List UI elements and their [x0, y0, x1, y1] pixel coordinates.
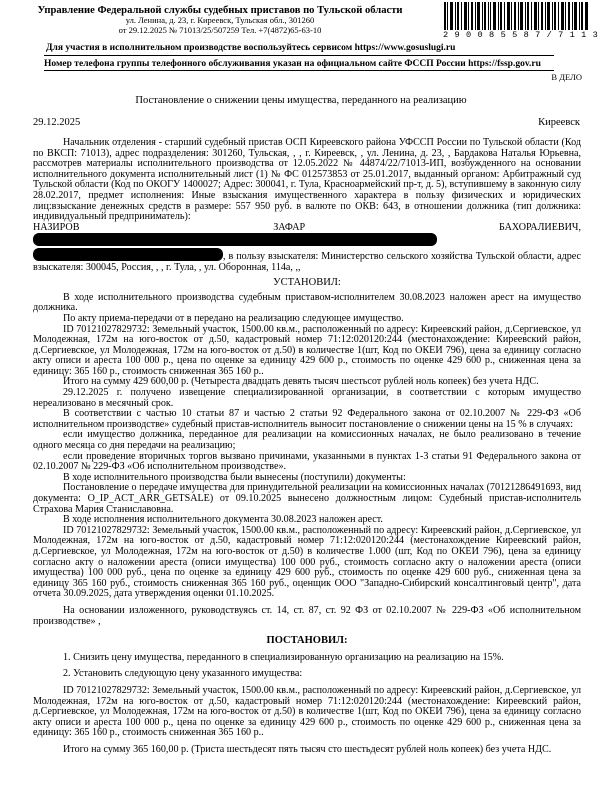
document-title: Постановление о снижении цены имущества, переданного на реализацию — [135, 95, 467, 106]
body-paragraph: В ходе исполнительного производства судебным приставом-исполнителем 30.08.2023 наложен арест на имущество должника. — [33, 291, 581, 314]
claimant-text: , в пользу взыскателя: Министерство сельского хозяйства Тульской области, адрес взыскателя: 300045, Россия, , , г. Тула, , ул. Оборонная, 114а, ,, — [33, 250, 581, 273]
resolution-item-1: 1. Снизить цену имущества, переданного в специализированную организацию на реализацию на 15%. — [63, 651, 504, 663]
resolution-item-2: 2. Установить следующую цену указанного имущества: — [63, 668, 303, 680]
gosuslugi-notice: Для участия в исполнительном производстве воспользуйтесь сервисом https://www.gosuslugi.ru — [46, 43, 456, 53]
redaction-bar — [33, 248, 223, 261]
body-paragraph: Итого на сумму 429 600,00 р. (Четыреста двадцать девять тысяч шестьсот рублей ноль копеек) без учета НДС. — [63, 376, 539, 388]
intro-paragraph — [33, 138, 581, 223]
issuer-address — [0, 16, 440, 35]
body-paragraph: В ходе исполнительного производства были вынесены (поступили) документы: — [63, 471, 406, 483]
debtor-line — [33, 223, 581, 248]
document-city: Киреевск — [538, 117, 580, 128]
body-paragraph: По акту приема-передачи от в передано на реализацию следующее имущество. — [63, 312, 404, 324]
divider — [44, 55, 554, 56]
debtor-name: НАЗИРОВ ЗАФАР БАХОРАЛИЕВИЧ, — [33, 221, 581, 233]
document-body — [33, 138, 581, 755]
body-paragraph: В ходе исполнения исполнительного документа 30.08.2023 наложен арест. — [63, 514, 383, 526]
barcode-image — [444, 2, 588, 30]
issuer-name: Управление Федеральной службы судебных приставов по Тульской области — [37, 5, 403, 16]
body-paragraph: В соответствии с частью 10 статьи 87 и частью 2 статьи 92 Федерального закона от 02.10.2007 № 229-ФЗ «Об исполнительном производстве» судебный пристав-исполнитель выносит постановление о снижении цены на 15 % в случаях: — [33, 408, 581, 430]
claimant-paragraph — [33, 248, 581, 273]
phone-notice: Номер телефона группы телефонного обслуживания указан на официальном сайте ФССП России https://fssp.gov.ru — [44, 59, 541, 69]
issuer-address-line-1: ул. Ленина, д. 23, г. Киреевск, Тульская обл., 301260 — [125, 15, 315, 25]
issuer-address-line-2: от 29.12.2025 № 71013/25/507259 Тел. +7(4872)65-63-10 — [118, 24, 322, 35]
body-paragraph: если имущество должника, переданное для реализации на комиссионных началах, не было реализовано в течение одного месяца со дня передачи на реализацию; — [33, 429, 581, 452]
body-paragraph: если проведение вторичных торгов вызвано причинами, указанными в пунктах 1-3 статьи 91 Федерального закона от 02.10.2007 № 229-ФЗ «Об исполнительном производстве». — [33, 450, 581, 473]
resolved-heading: ПОСТАНОВИЛ: — [266, 635, 348, 647]
property-item: ID 70121027829732: Земельный участок, 1500.00 кв.м., расположенный по адресу: Киреевский район, д.Сергиевское, ул Молодежная, 172м на юго-восток от д.50, кадастровый номер 71:12:020120:244 (местонахождение: Киреевский район, д.Сергиевское, ул Молодежная, 172м на юго-восток от д.50) в количестве 1(шт, Код по ОКЕИ 796), цена за единицу согласно акту описи и ареста 100 000 р., цена по оценке за единицу 429 600 р., стоимость по оценке 429 600 р., сниженная цена за единицу: 365 160 р., стоимость сниженная 365 160 р.. — [33, 684, 581, 739]
body-paragraph: Итого на сумму 365 160,00 р. (Триста шестьдесят пять тысяч сто шестьдесят рублей ноль копеек) без учета НДС. — [63, 743, 552, 755]
established-heading: УСТАНОВИЛ: — [273, 277, 341, 289]
barcode-number: 2 9 0 0 8 5 5 8 7 / 7 1 1 3 — [443, 30, 599, 40]
intro-text: Начальник отделения - старший судебный пристав ОСП Киреевского района УФССП России по Тульской области (Код по ВКСП: 71013), адрес подразделения: 301260, Тульская, , , г. Киреевск, , ул. Ленина, д. 23, , Бардакова Наталья Юрьевна, рассмотрев материалы исполнительного производства от 12.05.2022 № 44874/22/71013-ИП, возбужденного на основании исполнительного документа исполнительный лист (1) № ФС 012573853 от 25.01.2017, выданный органом: Арбитражный суд Тульской области (Код по ОКОГУ 1400027; Адрес: 300041, г. Тула, Красноармейский пр-т, д. 5), вступившему в законную силу 28.02.2017, предмет исполнения: Иные взыскания имущественного характера в пользу физических и юридических лиц:взыскание денежных средств в размере: 557 950 руб. в валюте по ОКВ: 643, в отношении должника (тип должника: индивидуальный предприниматель): — [33, 137, 581, 223]
property-item: ID 70121027829732: Земельный участок, 1500.00 кв.м., расположенный по адресу: Киреевский район, д.Сергиевское, ул Молодежная, 172м на юго-восток от д.50, кадастровый номер 71:12:020120:244 (местонахождение: Киреевский район, д.Сергиевское, ул Молодежная, 172м на юго-восток от д.50) в количестве 1(шт, Код по ОКЕИ 796), цена за единицу согласно акту описи и ареста 100 000 р., цена по оценке за единицу 429 600 р., стоимость по оценке 429 600 р., сниженная цена за единицу: 365 160 р., стоимость сниженная 365 160 р.. — [33, 323, 581, 377]
body-paragraph: 29.12.2025 г. получено извещение специализированной организации, в соответствии с которым имущество нереализовано в месячный срок. — [33, 387, 581, 409]
redaction-bar — [33, 233, 437, 246]
body-paragraph: На основании изложенного, руководствуясь ст. 14, ст. 87, ст. 92 ФЗ от 02.10.2007 № 229-ФЗ «Об исполнительном производстве» , — [33, 604, 581, 627]
body-paragraph: Постановление о передаче имущества для принудительной реализации на комиссионных началах (70121286491693, вид документа: O_IP_ACT_ARR_GETSALE) от 09.10.2025 вынесено должностным лицом: Судебный пристав-исполнитель Страхова Мария Станиславовна. — [33, 482, 581, 515]
property-item: ID 70121027829732: Земельный участок, 1500.00 кв.м., расположенный по адресу: Киреевский район, д.Сергиевское, ул Молодежная, 172м на юго-восток от д.50, кадастровый номер 71:12:020120:244 (местонахождение Киреевский район, д.Сергиевское, ул Молодежная, 172м на юго-восток от д.50) в количестве 1.000 (шт, Код по ОКЕИ 796), цена за единицу согласно акту о наложении ареста (описи имущества) 100 000 руб., стоимость согласно акту о наложении ареста (описи имущества) 100 000 руб., цена по оценке за единицу 429 600 руб., стоимость по оценке 429 600 руб., сниженная цена за единицу 365 160 руб., стоимость сниженная 365 160 руб., оценщик ООО "Западно-Сибирский консалтинговый центр", дата отчета 30.09.2025, дата утверждения оценки 01.10.2025. — [33, 524, 581, 600]
document-date: 29.12.2025 — [33, 117, 81, 128]
divider — [44, 70, 554, 71]
file-mark: В ДЕЛО — [551, 72, 582, 82]
